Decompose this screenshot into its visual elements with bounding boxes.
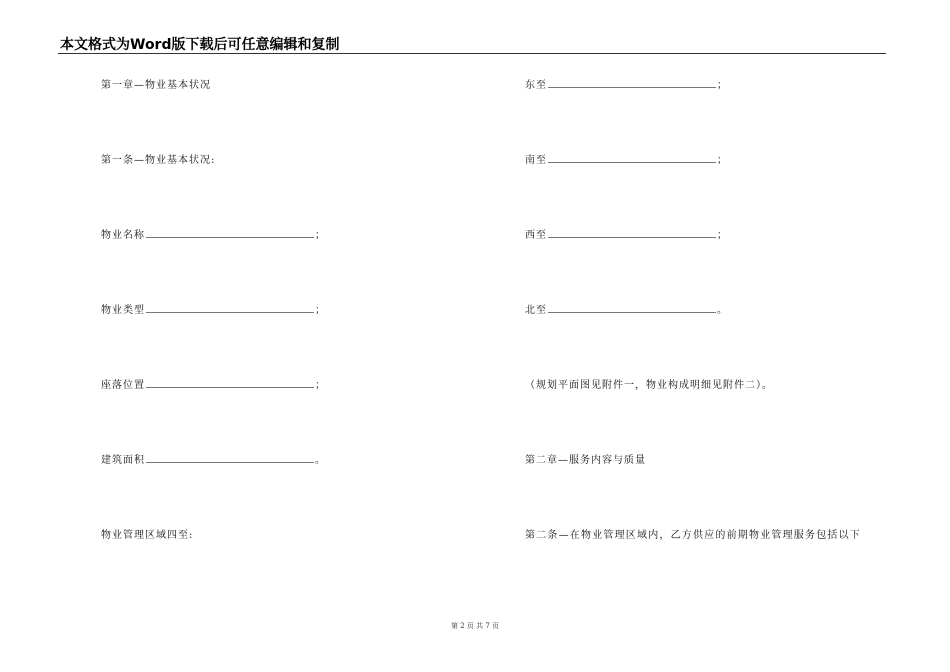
left-line-7-label: 物业管理区域四至: — [101, 530, 194, 541]
right-line-1-label: 东至 — [525, 80, 547, 91]
left-line-6-end: 。 — [315, 455, 326, 466]
right-line-7-label: 第二条—在物业管理区域内，乙方供应的前期物业管理服务包括以下 — [525, 530, 861, 541]
left-line-2 — [101, 155, 215, 167]
left-line-7 — [101, 530, 193, 542]
right-line-5-label: （规划平面图见附件一，物业构成明细见附件二）。 — [525, 380, 773, 391]
fill-in-blank — [548, 312, 716, 313]
fill-in-blank — [146, 462, 314, 463]
right-line-1 — [525, 80, 728, 92]
left-line-5-label: 座落位置 — [101, 380, 145, 391]
left-line-5 — [101, 380, 326, 392]
fill-in-blank — [146, 237, 314, 238]
header-divider — [58, 53, 886, 54]
left-line-1-label: 第一章—物业基本状况 — [101, 80, 211, 91]
left-line-4-end: ； — [315, 305, 326, 316]
left-line-3-end: ； — [315, 230, 326, 241]
right-line-2-label: 南至 — [525, 155, 547, 166]
left-line-2-label: 第一条—物业基本状况: — [101, 155, 216, 166]
document-header-title: 本文格式为Word版下载后可任意编辑和复制 — [60, 37, 340, 53]
right-line-5 — [525, 380, 773, 392]
right-line-3-label: 西至 — [525, 230, 547, 241]
right-line-1-end: ； — [717, 80, 728, 91]
right-line-2 — [525, 155, 728, 167]
left-line-3 — [101, 230, 326, 242]
right-line-7 — [525, 530, 861, 542]
left-line-3-label: 物业名称 — [101, 230, 145, 241]
right-line-4-end: 。 — [717, 305, 728, 316]
right-line-3 — [525, 230, 728, 242]
left-line-5-end: ； — [315, 380, 326, 391]
left-line-6-label: 建筑面积 — [101, 455, 145, 466]
fill-in-blank — [146, 387, 314, 388]
fill-in-blank — [548, 237, 716, 238]
fill-in-blank — [548, 162, 716, 163]
fill-in-blank — [146, 312, 314, 313]
left-line-1 — [101, 80, 211, 92]
right-line-3-end: ； — [717, 230, 728, 241]
left-line-4 — [101, 305, 326, 317]
right-line-6-label: 第二章—服务内容与质量 — [525, 455, 646, 466]
right-line-6 — [525, 455, 646, 467]
left-line-6 — [101, 455, 326, 467]
right-line-2-end: ； — [717, 155, 728, 166]
left-line-4-label: 物业类型 — [101, 305, 145, 316]
fill-in-blank — [548, 87, 716, 88]
page-number-footer: 第 2 页 共 7 页 — [450, 622, 500, 630]
right-line-4 — [525, 305, 728, 317]
right-line-4-label: 北至 — [525, 305, 547, 316]
